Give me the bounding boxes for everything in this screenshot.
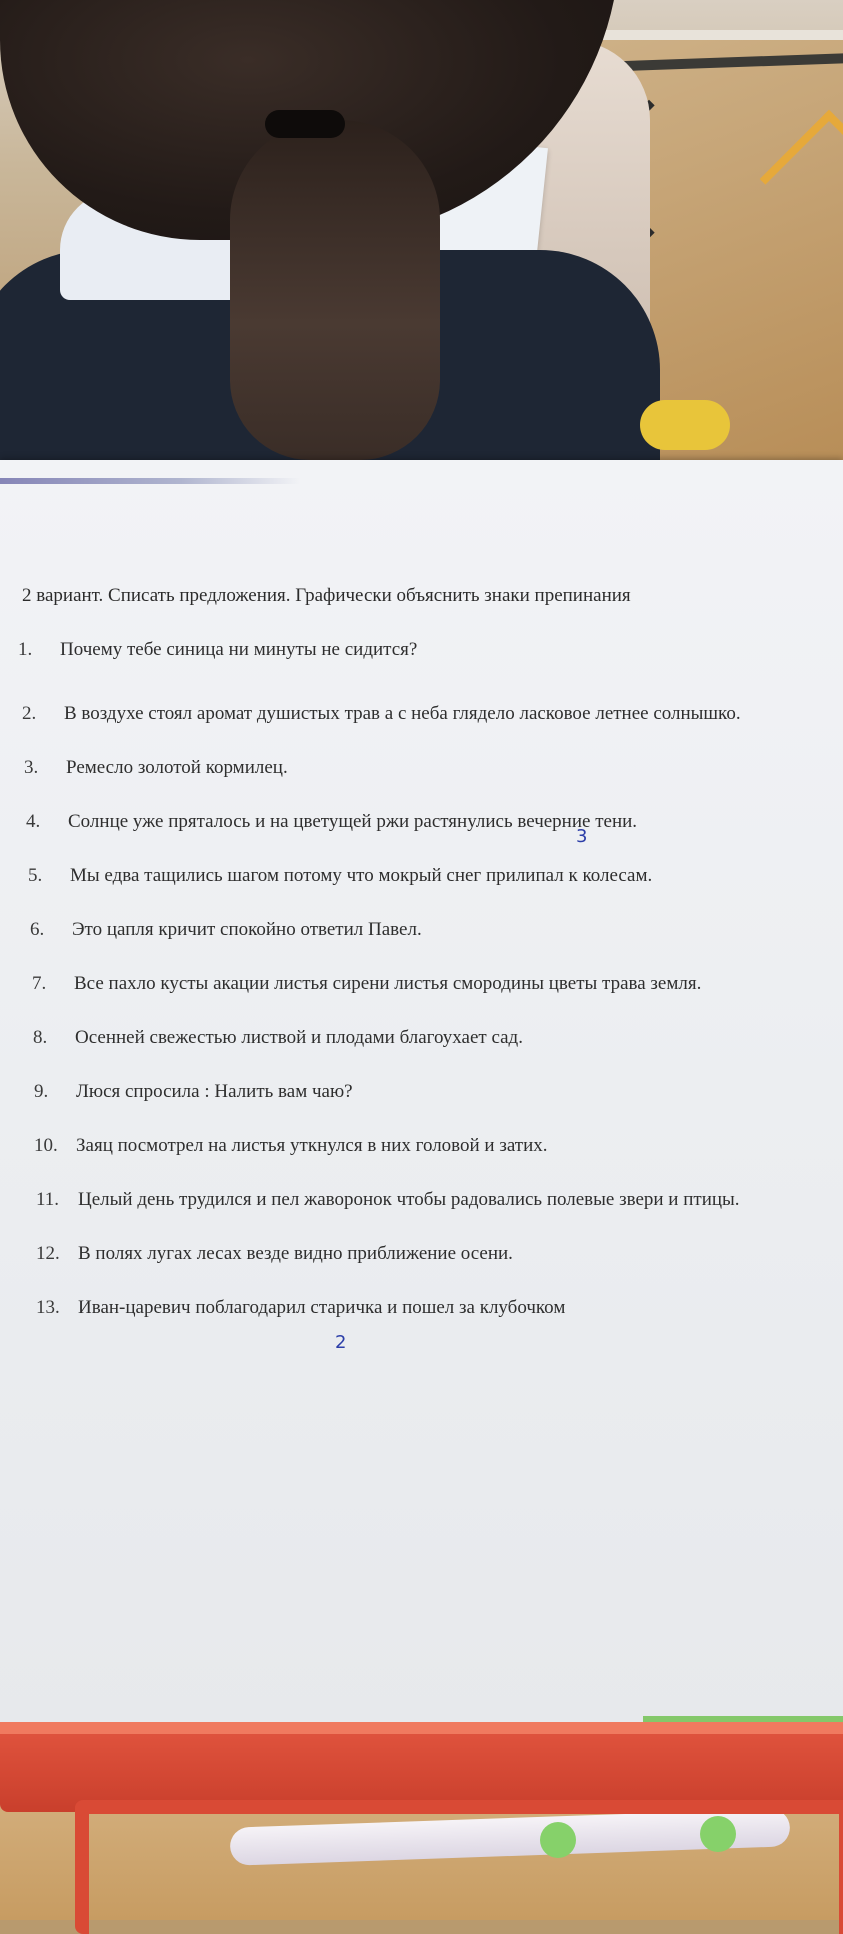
sentence-list — [18, 638, 838, 1350]
item-number: 5. — [28, 865, 43, 886]
worksheet-heading: 2 вариант. Списать предложения. Графически объяснить знаки препинания — [22, 585, 631, 606]
ponytail — [230, 120, 440, 460]
item-text: В полях лугах лесах везде видно приближение осени. — [78, 1243, 513, 1264]
item-number: 12. — [36, 1243, 60, 1264]
item-number: 6. — [30, 919, 45, 940]
item-number: 11. — [36, 1189, 60, 1210]
list-item — [18, 638, 838, 662]
list-item — [18, 1080, 838, 1104]
item-number: 4. — [26, 811, 41, 832]
item-text: Мы едва тащились шагом потому что мокрый снег прилипал к колесам. — [70, 865, 653, 886]
item-number: 1. — [18, 639, 33, 660]
item-number: 3. — [24, 757, 39, 778]
item-text: Все пахло кусты акации листья сирени листья смородины цветы трава земля. — [74, 973, 702, 994]
list-item — [18, 1296, 838, 1320]
pencil-case-rim — [0, 1722, 843, 1734]
list-item — [18, 810, 838, 834]
worksheet-paper — [0, 460, 843, 1730]
item-text: Иван-царевич поблагодарил старичка и пошел за клубочком — [78, 1297, 566, 1318]
item-text: Люся спросила : Налить вам чаю? — [76, 1081, 353, 1102]
hair-tie — [265, 110, 345, 138]
item-number: 2. — [22, 703, 37, 724]
list-item — [18, 1134, 838, 1158]
item-text: Целый день трудился и пел жаворонок чтобы радовались полевые звери и птицы. — [78, 1189, 740, 1210]
item-number: 7. — [32, 973, 47, 994]
list-item — [18, 702, 838, 726]
pencil-case — [0, 1722, 843, 1812]
item-text: В воздухе стоял аромат душистых трав а с неба глядело ласковое летнее солнышко. — [64, 703, 741, 724]
list-item — [18, 918, 838, 942]
handwritten-mark: 2 — [335, 1332, 347, 1353]
item-number: 10. — [34, 1135, 58, 1156]
list-item — [18, 1026, 838, 1050]
list-item — [18, 972, 838, 996]
pencil-case-handle — [75, 1800, 843, 1934]
item-text: Заяц посмотрел на листья уткнулся в них головой и затих. — [76, 1135, 548, 1156]
item-text: Почему тебе синица ни минуты не сидится? — [60, 639, 418, 660]
item-number: 9. — [34, 1081, 49, 1102]
item-number: 13. — [36, 1297, 60, 1318]
item-text: Солнце уже пряталось и на цветущей ржи растянулись вечерние тени. — [68, 811, 638, 832]
list-item — [18, 1242, 838, 1266]
yellow-object — [640, 400, 730, 450]
item-text: Ремесло золотой кормилец. — [66, 757, 288, 778]
list-item — [18, 1188, 838, 1212]
handwritten-mark: 3 — [576, 826, 588, 847]
item-text: Осенней свежестью листвой и плодами благоухает сад. — [75, 1027, 523, 1048]
item-text: Это цапля кричит спокойно ответил Павел. — [72, 919, 422, 940]
paper-edge-shadow — [0, 478, 300, 484]
background-classroom — [0, 0, 843, 470]
item-number: 8. — [33, 1027, 48, 1048]
list-item — [18, 756, 838, 780]
list-item — [18, 864, 838, 888]
